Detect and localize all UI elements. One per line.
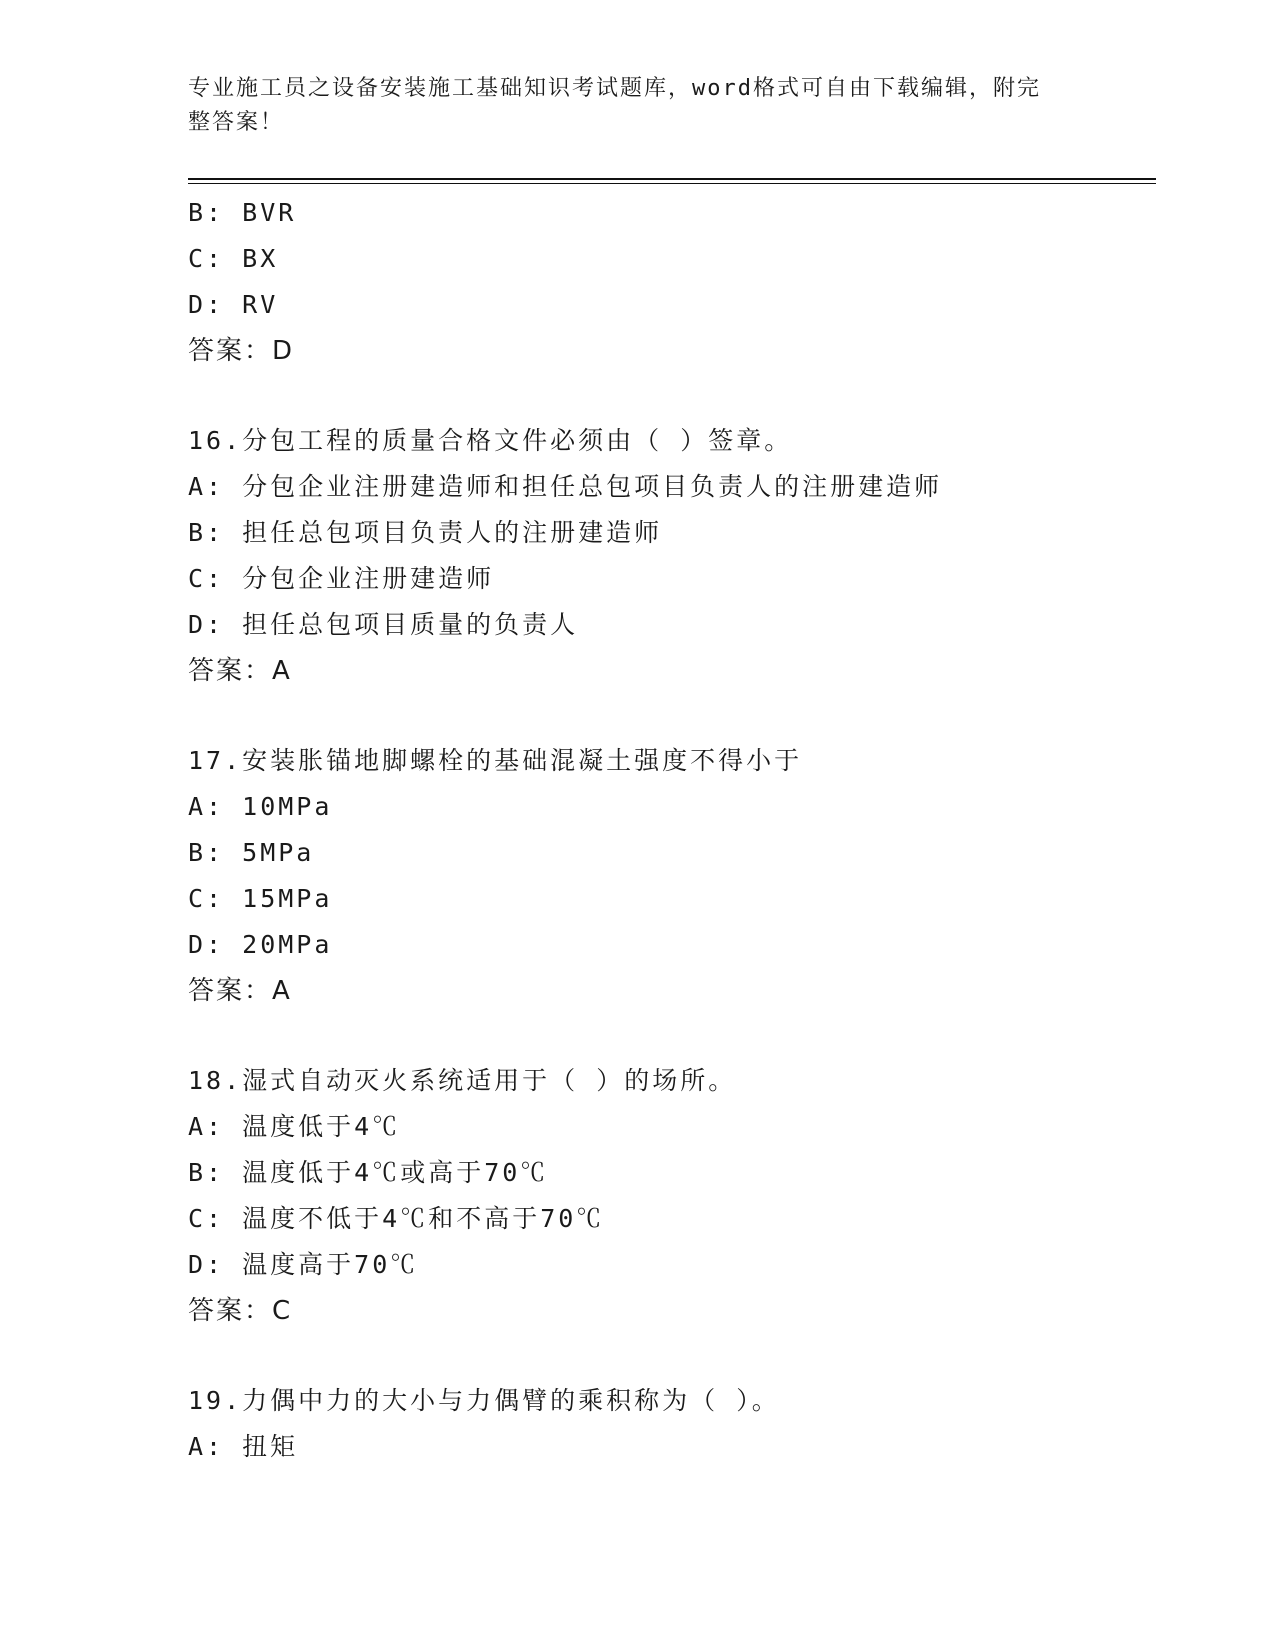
option-d: D: 担任总包项目质量的负责人 <box>188 610 579 639</box>
option-b: B: BVR <box>188 198 297 227</box>
option-c: C: BX <box>188 244 279 273</box>
question-16 <box>188 418 1156 694</box>
question-stem: 17.安装胀锚地脚螺栓的基础混凝土强度不得小于 <box>188 746 803 775</box>
question-stem: 19.力偶中力的大小与力偶臂的乘积称为（ ）。 <box>188 1386 780 1415</box>
option-d: D: 20MPa <box>188 930 333 959</box>
question-stem: 16.分包工程的质量合格文件必须由（ ）签章。 <box>188 426 793 455</box>
spacer <box>188 374 1156 418</box>
option-a: A: 10MPa <box>188 792 333 821</box>
answer-label: 答案：A <box>188 656 292 686</box>
header-line-2: 整答案！ <box>188 110 285 135</box>
option-c: C: 分包企业注册建造师 <box>188 564 495 593</box>
option-d: D: RV <box>188 290 279 319</box>
header-divider-thin <box>188 183 1156 184</box>
option-d: D: 温度高于70℃ <box>188 1250 419 1279</box>
question-18 <box>188 1058 1156 1334</box>
option-a: A: 温度低于4℃ <box>188 1112 401 1141</box>
option-c: C: 温度不低于4℃和不高于70℃ <box>188 1204 605 1233</box>
spacer <box>188 1334 1156 1378</box>
header-divider-thick <box>188 178 1156 180</box>
spacer <box>188 694 1156 738</box>
document-header <box>188 72 1068 140</box>
option-a: A: 扭矩 <box>188 1432 299 1461</box>
answer-label: 答案：A <box>188 976 292 1006</box>
question-list <box>188 190 1156 1470</box>
spacer <box>188 1014 1156 1058</box>
option-b: B: 担任总包项目负责人的注册建造师 <box>188 518 663 547</box>
header-line-1: 专业施工员之设备安装施工基础知识考试题库，word格式可自由下载编辑，附完 <box>188 76 1041 101</box>
option-b: B: 5MPa <box>188 838 315 867</box>
question-17 <box>188 738 1156 1014</box>
option-c: C: 15MPa <box>188 884 333 913</box>
option-b: B: 温度低于4℃或高于70℃ <box>188 1158 549 1187</box>
question-19 <box>188 1378 1156 1470</box>
question-15-continued <box>188 190 1156 374</box>
question-stem: 18.湿式自动灭火系统适用于（ ）的场所。 <box>188 1066 737 1095</box>
option-a: A: 分包企业注册建造师和担任总包项目负责人的注册建造师 <box>188 472 943 501</box>
answer-label: 答案：C <box>188 1296 293 1326</box>
answer-label: 答案：D <box>188 336 295 366</box>
